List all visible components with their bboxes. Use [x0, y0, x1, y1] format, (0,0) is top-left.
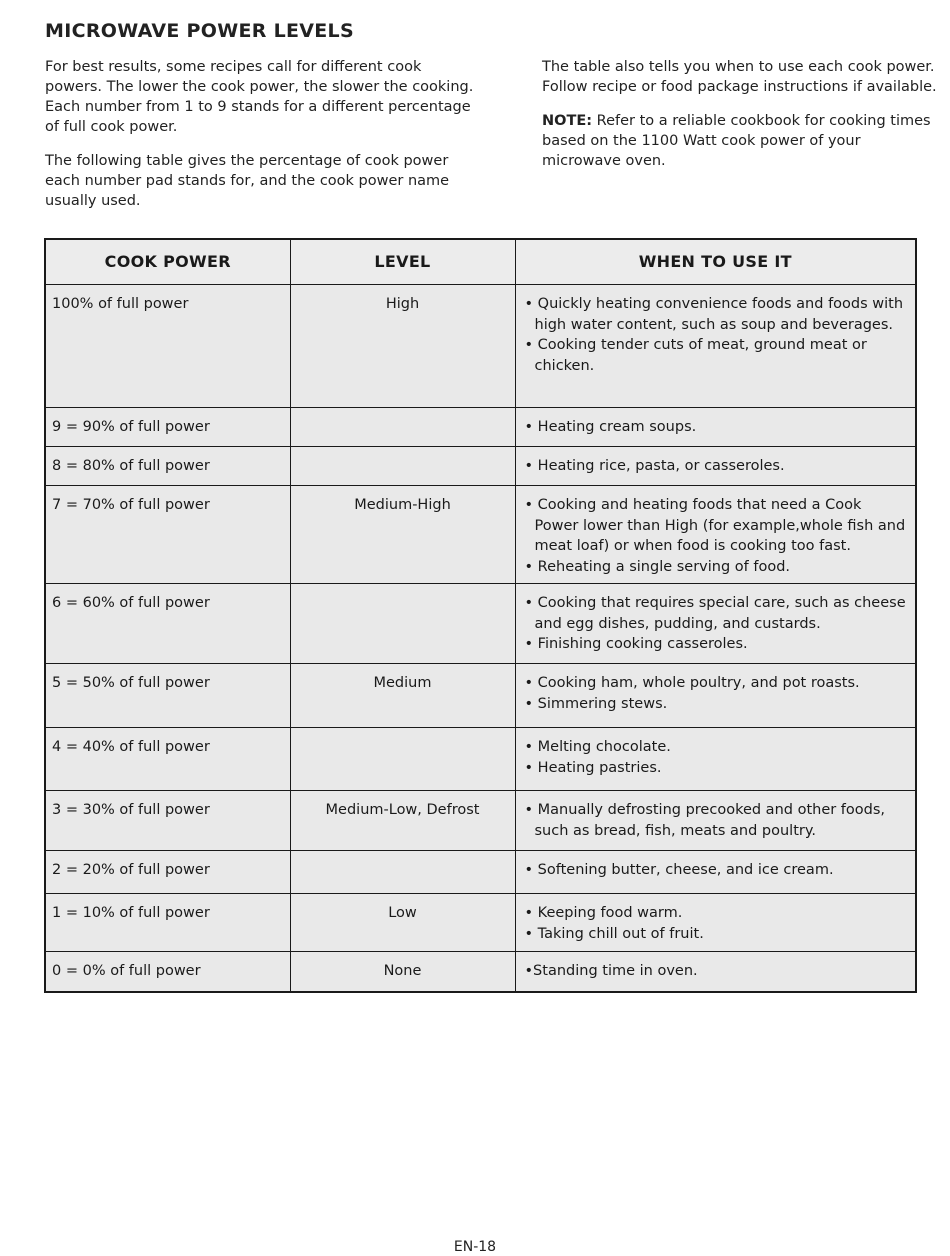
- table-header-row: [45, 239, 916, 285]
- when-to-use-cell: [515, 952, 916, 992]
- level-cell: Medium: [290, 664, 515, 728]
- use-item: • Heating cream soups.: [524, 419, 697, 435]
- when-to-use-cell: [515, 486, 916, 584]
- use-item: • Manually defrosting precooked and other foods, such as bread, fish, meats and poultry.: [524, 802, 886, 839]
- page-title: MICROWAVE POWER LEVELS: [45, 20, 354, 42]
- note-label: NOTE:: [542, 113, 593, 129]
- power-levels-table: [44, 238, 917, 993]
- intro-paragraph-3: The table also tells you when to use each cook power. Follow recipe or food package instructions if available.: [542, 59, 937, 95]
- table-row: [45, 894, 916, 952]
- when-to-use-cell: [515, 584, 916, 664]
- intro-left-column: [45, 57, 475, 211]
- use-item: • Heating rice, pasta, or casseroles.: [524, 458, 785, 474]
- use-item: • Heating pastries.: [524, 759, 662, 776]
- table-row: [45, 486, 916, 584]
- note-paragraph: [542, 111, 942, 171]
- cook-power-cell: 5 = 50% of full power: [45, 664, 290, 728]
- level-cell: [290, 408, 515, 447]
- use-item: • Softening butter, cheese, and ice cream.: [524, 862, 834, 878]
- header-cook-power: COOK POWER: [45, 239, 290, 285]
- table-row: [45, 952, 916, 992]
- use-item: •Standing time in oven.: [524, 963, 698, 979]
- when-to-use-cell: [515, 285, 916, 408]
- table-body: [45, 285, 916, 992]
- header-when-to-use: WHEN TO USE IT: [515, 239, 916, 285]
- cook-power-cell: 8 = 80% of full power: [45, 447, 290, 486]
- table-row: [45, 791, 916, 851]
- intro-paragraph-2: The following table gives the percentage of cook power each number pad stands for, and the cook power name usually used.: [45, 153, 450, 209]
- table-row: [45, 408, 916, 447]
- use-item: • Cooking tender cuts of meat, ground meat or chicken.: [524, 337, 867, 374]
- note-text: Refer to a reliable cookbook for cooking times based on the 1100 Watt cook power of your microwave oven.: [542, 113, 931, 169]
- page-number: EN-18: [453, 1239, 497, 1255]
- when-to-use-cell: [515, 728, 916, 791]
- use-item: • Cooking ham, whole poultry, and pot roasts.: [524, 675, 860, 691]
- intro-paragraph-1: For best results, some recipes call for different cook powers. The lower the cook power, the slower the cooking. Each number from 1 to 9 stands for a different percentage of full cook power.: [45, 59, 474, 135]
- level-cell: Low: [290, 894, 515, 952]
- when-to-use-cell: [515, 447, 916, 486]
- cook-power-cell: 1 = 10% of full power: [45, 894, 290, 952]
- level-cell: None: [290, 952, 515, 992]
- table-row: [45, 664, 916, 728]
- use-item: • Quickly heating convenience foods and foods with high water content, such as soup and beverages.: [524, 296, 904, 333]
- cook-power-cell: 3 = 30% of full power: [45, 791, 290, 851]
- use-item: • Taking chill out of fruit.: [524, 925, 704, 942]
- level-cell: [290, 851, 515, 894]
- use-item: • Cooking that requires special care, such as cheese and egg dishes, pudding, and custards.: [524, 595, 906, 632]
- level-cell: High: [290, 285, 515, 408]
- level-cell: Medium-High: [290, 486, 515, 584]
- use-item: • Cooking and heating foods that need a Cook Power lower than High (for example,whole fish and meat loaf) or when food is cooking too fast.: [524, 497, 906, 554]
- level-cell: [290, 584, 515, 664]
- use-item: • Keeping food warm.: [524, 905, 683, 921]
- when-to-use-cell: [515, 851, 916, 894]
- use-item: • Melting chocolate.: [524, 739, 671, 755]
- table-row: [45, 851, 916, 894]
- level-cell: Medium-Low, Defrost: [290, 791, 515, 851]
- when-to-use-cell: [515, 408, 916, 447]
- when-to-use-cell: [515, 664, 916, 728]
- cook-power-cell: 6 = 60% of full power: [45, 584, 290, 664]
- table-row: [45, 285, 916, 408]
- use-item: • Reheating a single serving of food.: [524, 558, 791, 575]
- level-cell: [290, 728, 515, 791]
- when-to-use-cell: [515, 894, 916, 952]
- cook-power-cell: 4 = 40% of full power: [45, 728, 290, 791]
- table-row: [45, 447, 916, 486]
- use-item: • Finishing cooking casseroles.: [524, 636, 748, 652]
- header-level: LEVEL: [290, 239, 515, 285]
- cook-power-cell: 0 = 0% of full power: [45, 952, 290, 992]
- table-row: [45, 728, 916, 791]
- level-cell: [290, 447, 515, 486]
- use-item: • Simmering stews.: [524, 695, 668, 712]
- intro-right-column: [542, 57, 942, 171]
- table-row: [45, 584, 916, 664]
- when-to-use-cell: [515, 791, 916, 851]
- cook-power-cell: 9 = 90% of full power: [45, 408, 290, 447]
- cook-power-cell: 100% of full power: [45, 285, 290, 408]
- cook-power-cell: 2 = 20% of full power: [45, 851, 290, 894]
- cook-power-cell: 7 = 70% of full power: [45, 486, 290, 584]
